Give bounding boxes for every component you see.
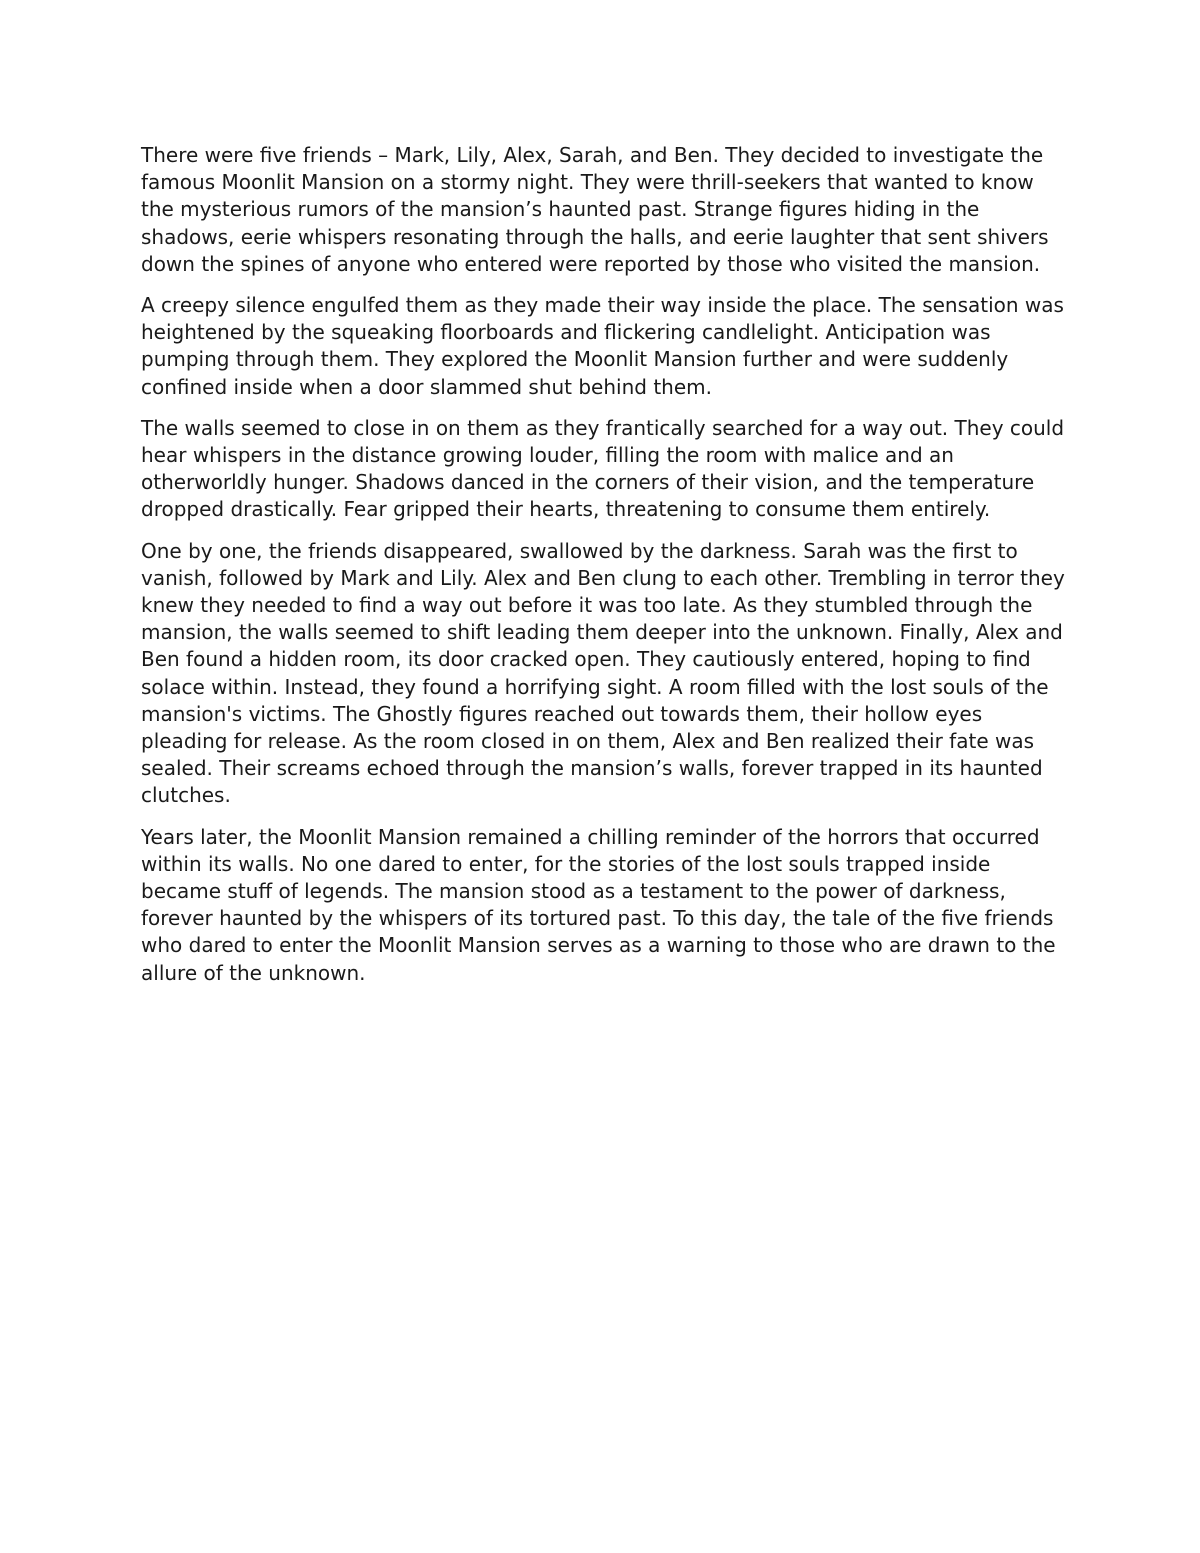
paragraph-4: One by one, the friends disappeared, swallowed by the darkness. Sarah was the first to vanish, followed by Mark and Lily. Alex and Ben clung to each other. Trembling in terror they knew they needed to find a way out before it was too late. As they stumbled through the mansion, the walls seemed to shift leading them deeper into the unknown. Finally, Alex and Ben found a hidden room, its door cracked open. They cautiously entered, hoping to find solace within. Instead, they found a horrifying sight. A room filled with the lost souls of the mansion's victims. The Ghostly figures reached out towards them, their hollow eyes pleading for release. As the room closed in on them, Alex and Ben realized their fate was sealed. Their screams echoed through the mansion’s walls, forever trapped in its haunted clutches. bbox=[141, 538, 1065, 808]
document-body bbox=[141, 142, 1071, 1001]
paragraph-3: The walls seemed to close in on them as they frantically searched for a way out. They could hear whispers in the distance growing louder, filling the room with malice and an otherworldly hunger. Shadows danced in the corners of their vision, and the temperature dropped drastically. Fear gripped their hearts, threatening to consume them entirely. bbox=[141, 415, 1065, 522]
paragraph-2: A creepy silence engulfed them as they made their way inside the place. The sensation was heightened by the squeaking floorboards and flickering candlelight. Anticipation was pumping through them. They explored the Moonlit Mansion further and were suddenly confined inside when a door slammed shut behind them. bbox=[141, 293, 1064, 399]
paragraph-5: Years later, the Moonlit Mansion remained a chilling reminder of the horrors that occurred within its walls. No one dared to enter, for the stories of the lost souls trapped inside became stuff of legends. The mansion stood as a testament to the power of darkness, forever haunted by the whispers of its tortured past. To this day, the tale of the five friends who dared to enter the Moonlit Mansion serves as a warning to those who are drawn to the allure of the unknown. bbox=[141, 824, 1056, 985]
paragraph-1: There were five friends – Mark, Lily, Alex, Sarah, and Ben. They decided to investigate the famous Moonlit Mansion on a stormy night. They were thrill-seekers that wanted to know the mysterious rumors of the mansion’s haunted past. Strange figures hiding in the shadows, eerie whispers resonating through the halls, and eerie laughter that sent shivers down the spines of anyone who entered were reported by those who visited the mansion. bbox=[141, 143, 1049, 276]
